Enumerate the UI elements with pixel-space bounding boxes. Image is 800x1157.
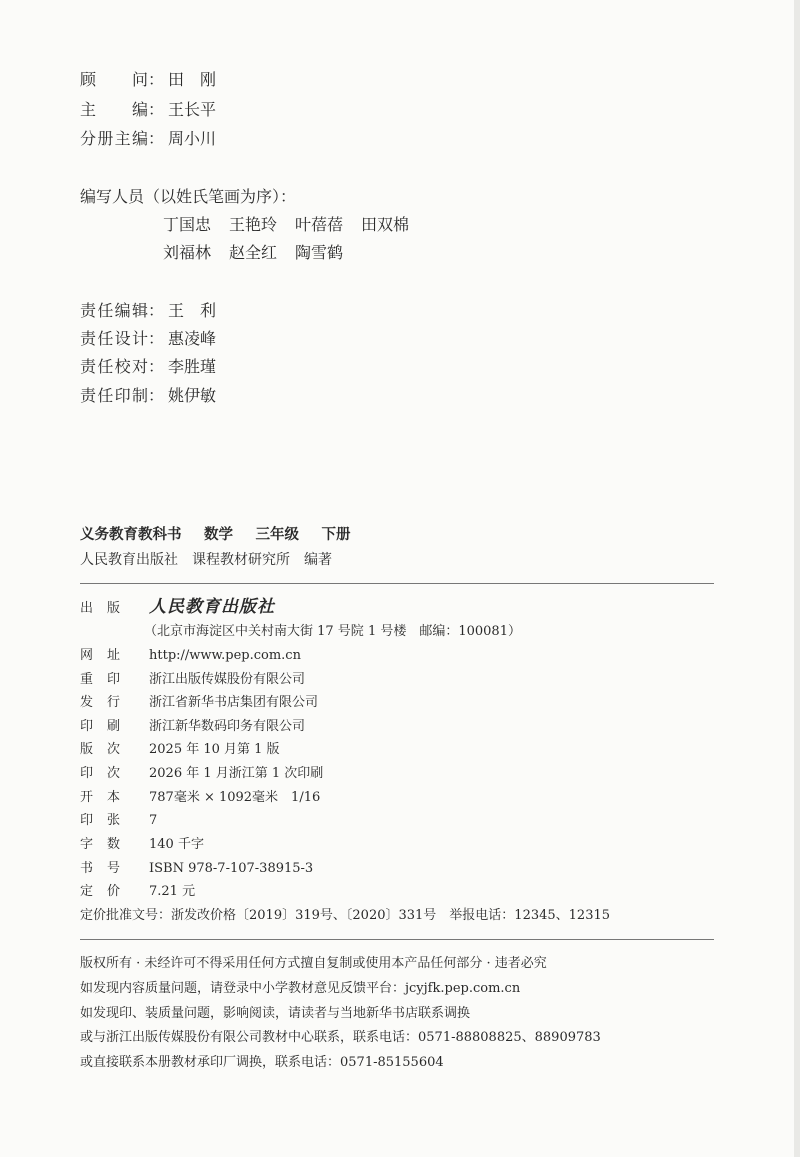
credit-value: 王长平	[168, 100, 217, 119]
book-authors: 人民教育出版社 课程教材研究所 编著	[80, 552, 332, 568]
writer-name: 赵全红	[229, 243, 278, 262]
pub-label: 出 版	[80, 601, 120, 616]
pub-row	[80, 671, 305, 689]
pub-row	[80, 694, 318, 712]
credit-value: 周小川	[168, 129, 217, 148]
pub-label: 开 本	[80, 790, 120, 805]
credit-chief-editor: 主 编： 王长平	[80, 100, 217, 119]
divider	[80, 939, 714, 940]
credit-value: 王 利	[168, 301, 217, 320]
pub-value: 浙江新华数码印务有限公司	[149, 719, 306, 734]
credit-label: 责任编辑	[80, 301, 148, 320]
credit-label: 责任校对	[80, 357, 148, 376]
pub-label: 版 次	[80, 742, 120, 757]
pub-label: 书 号	[80, 861, 120, 876]
pub-row	[80, 718, 305, 736]
credit-label: 责任设计	[80, 329, 148, 348]
pub-value: 2026 年 1 月浙江第 1 次印刷	[149, 766, 324, 781]
feedback-notice: 如发现内容质量问题，请登录中小学教材意见反馈平台：jcyjfk.pep.com.cn	[80, 981, 521, 996]
responsible-proofread: 责任校对： 李胜瑾	[80, 357, 217, 376]
price-approval: 定价批准文号：浙发改价格〔2019〕319号、〔2020〕331号 举报电话：12345、12315	[80, 908, 611, 923]
pub-value: 2025 年 10 月第 1 版	[149, 742, 280, 757]
book-subject: 数学	[204, 527, 233, 543]
publisher-logo: 人民教育出版社	[149, 597, 275, 617]
pub-address: （北京市海淀区中关村南大街 17 号院 1 号楼 邮编：100081）	[144, 624, 521, 639]
credit-value: 姚伊敏	[168, 386, 217, 405]
credit-value: 李胜瑾	[168, 357, 217, 376]
writer-name: 陶雪鹤	[295, 243, 344, 262]
pub-label: 印 次	[80, 766, 120, 781]
writer-name: 叶蓓蓓	[295, 215, 344, 234]
pub-row	[80, 812, 157, 830]
contact-notice: 或与浙江出版传媒股份有限公司教材中心联系，联系电话：0571-88808825、88909783	[80, 1030, 601, 1045]
writers-heading: 编写人员（以姓氏笔画为序）：	[80, 187, 297, 206]
pub-value: http://www.pep.com.cn	[149, 648, 301, 663]
pub-label: 重 印	[80, 672, 120, 687]
responsible-printing: 责任印制： 姚伊敏	[80, 386, 217, 405]
book-series: 义务教育教科书	[80, 527, 182, 543]
pub-value: 787毫米 × 1092毫米 1/16	[149, 790, 321, 805]
pub-row	[80, 647, 301, 665]
divider	[80, 583, 714, 584]
copyright-notice: 版权所有 · 未经许可不得采用任何方式擅自复制或使用本产品任何部分 · 违者必究	[80, 956, 547, 971]
credit-value: 田 刚	[168, 70, 217, 89]
credit-label: 分册主编	[80, 129, 148, 148]
printer-contact-notice: 或直接联系本册教材承印厂调换，联系电话：0571-85155604	[80, 1055, 444, 1070]
book-volume: 下册	[321, 527, 351, 543]
writer-name: 丁国忠	[163, 215, 212, 234]
pub-label: 发 行	[80, 695, 120, 710]
credit-label: 顾 问	[80, 70, 148, 89]
responsible-design: 责任设计： 惠凌峰	[80, 329, 217, 348]
writer-name: 刘福林	[163, 243, 212, 262]
book-grade: 三年级	[255, 527, 299, 543]
credit-advisor: 顾 问： 田 刚	[80, 70, 217, 89]
responsible-editor: 责任编辑： 王 利	[80, 301, 217, 320]
pub-label: 字 数	[80, 837, 120, 852]
writers-row-2	[163, 243, 361, 263]
writer-name: 王艳玲	[229, 215, 278, 234]
credit-label: 责任印制	[80, 386, 148, 405]
credit-label: 主 编	[80, 100, 148, 119]
pub-row	[80, 860, 313, 878]
pub-row	[80, 765, 323, 783]
writer-name: 田双棉	[361, 215, 410, 234]
writers-row-1	[163, 215, 427, 235]
pub-value: 7	[149, 813, 158, 828]
pub-row	[80, 836, 204, 854]
pub-publisher	[80, 598, 275, 618]
pub-label: 网 址	[80, 648, 120, 663]
pub-value: 7.21 元	[149, 884, 196, 899]
page-edge	[794, 0, 800, 1157]
credit-volume-editor: 分册主编： 周小川	[80, 129, 217, 148]
pub-value: 140 千字	[149, 837, 204, 852]
pub-row	[80, 789, 320, 807]
pub-label: 印 刷	[80, 719, 120, 734]
pub-row	[80, 741, 280, 759]
pub-value: ISBN 978-7-107-38915-3	[149, 861, 314, 876]
print-quality-notice: 如发现印、装质量问题，影响阅读，请读者与当地新华书店联系调换	[80, 1006, 471, 1021]
pub-label: 定 价	[80, 884, 120, 899]
book-title	[80, 525, 351, 545]
pub-row	[80, 883, 195, 901]
pub-label: 印 张	[80, 813, 120, 828]
credit-value: 惠凌峰	[168, 329, 217, 348]
pub-value: 浙江出版传媒股份有限公司	[149, 672, 306, 687]
pub-value: 浙江省新华书店集团有限公司	[149, 695, 319, 710]
